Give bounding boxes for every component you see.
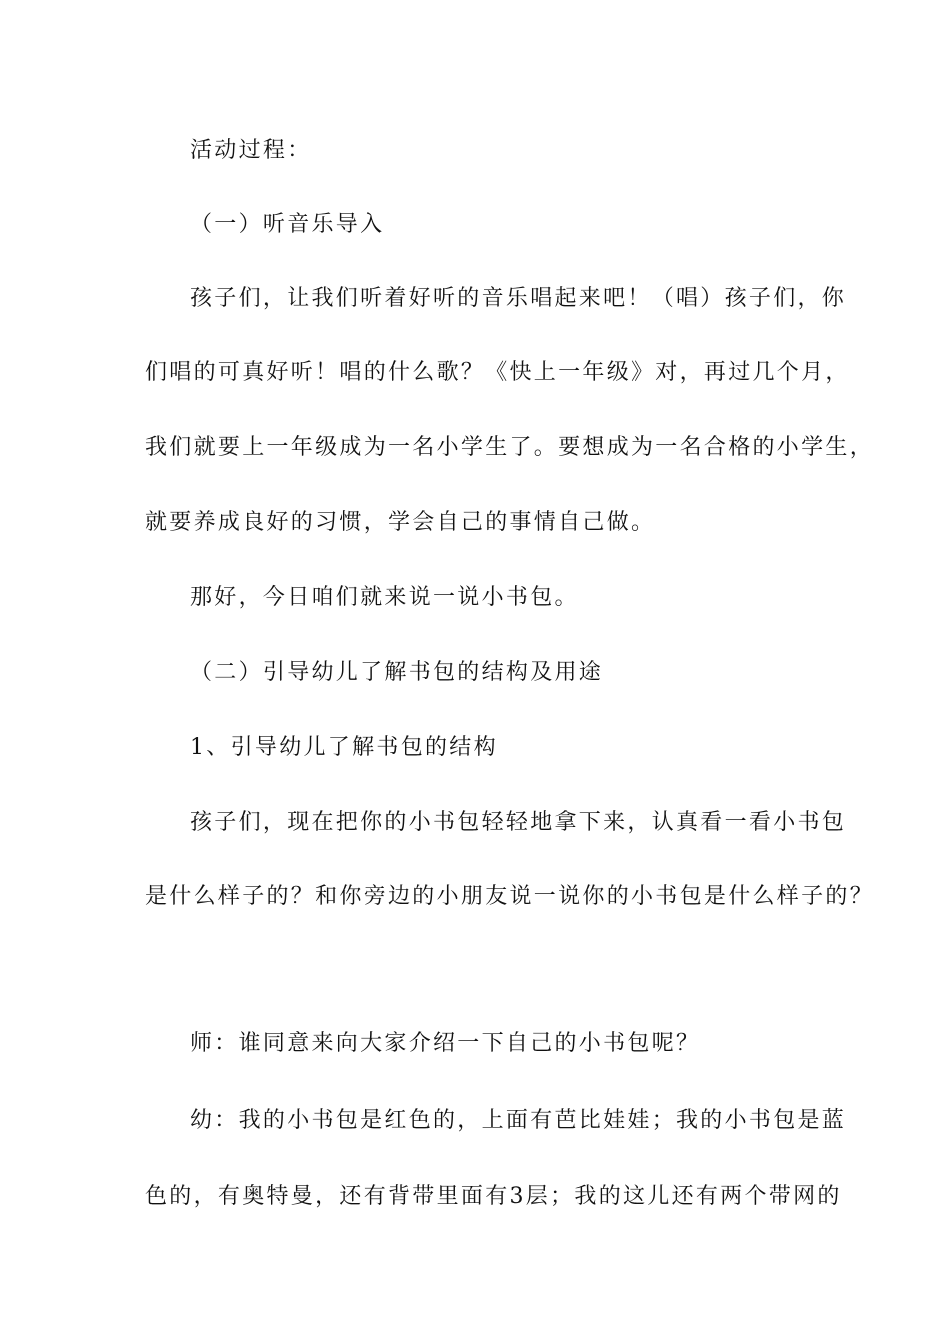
paragraph-line: 们唱的可真好听！唱的什么歌？《快上一年级》对，再过几个月，	[145, 360, 850, 385]
paragraph-line: 就要养成良好的习惯，学会自己的事情自己做。	[145, 510, 656, 535]
paragraph-line: 孩子们，现在把你的小书包轻轻地拿下来，认真看一看小书包	[190, 810, 847, 835]
section-title-activity-process: 活动过程：	[190, 138, 312, 163]
list-item-heading: 1、引导幼儿了解书包的结构	[190, 735, 498, 760]
paragraph-line: 我们就要上一年级成为一名小学生了。要想成为一名合格的小学生，	[145, 435, 875, 460]
paragraph-line: 那好，今日咱们就来说一说小书包。	[190, 585, 579, 610]
dialogue-line-teacher: 师：谁同意来向大家介绍一下自己的小书包呢？	[190, 1031, 701, 1056]
paragraph-line: 色的，有奥特曼，还有背带里面有3层；我的这儿还有两个带网的	[145, 1184, 842, 1209]
dialogue-line-child: 幼：我的小书包是红色的，上面有芭比娃娃；我的小书包是蓝	[190, 1108, 847, 1133]
paragraph-line: 是什么样子的？和你旁边的小朋友说一说你的小书包是什么样子的？	[145, 884, 875, 909]
subheading-bag-structure-use: （二）引导幼儿了解书包的结构及用途	[190, 660, 604, 685]
subheading-music-intro: （一）听音乐导入	[190, 212, 385, 237]
paragraph-line: 孩子们，让我们听着好听的音乐唱起来吧！（唱）孩子们，你	[190, 286, 847, 311]
